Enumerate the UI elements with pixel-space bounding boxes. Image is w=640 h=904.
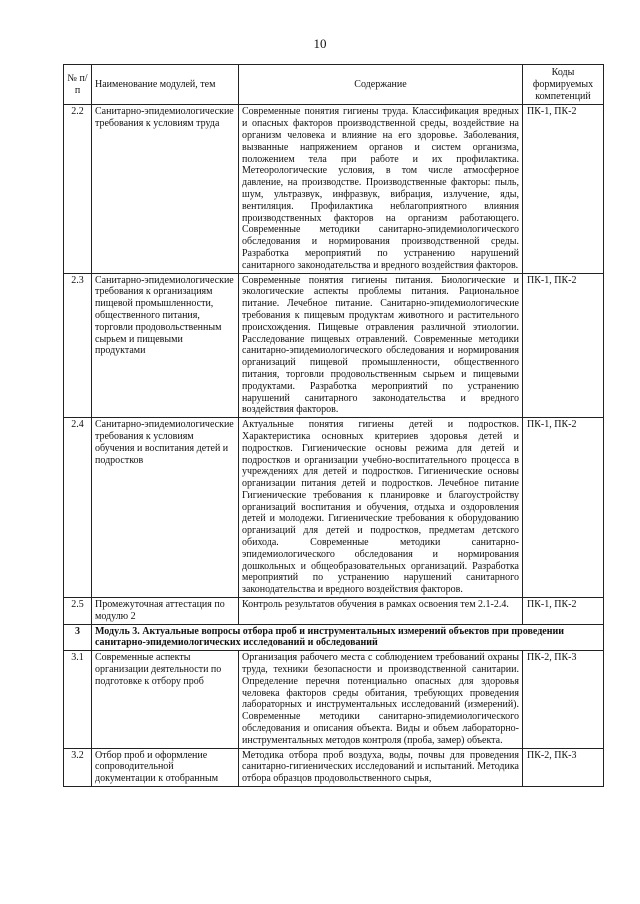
header-name: Наименование модулей, тем (92, 65, 239, 105)
header-num: № п/п (64, 65, 92, 105)
table-row (64, 273, 604, 418)
row-num: 2.5 (64, 598, 92, 625)
module-title: Модуль 3. Актуальные вопросы отбора проб и инструментальных измерений объектов при проведении санитарно-эпидемиологических исследований и обследований (92, 624, 604, 651)
row-name: Санитарно-эпидемиологические требования к условиям обучения и воспитания детей и подростков (92, 418, 239, 598)
module-row (64, 624, 604, 651)
header-content: Содержание (239, 65, 523, 105)
curriculum-table (63, 64, 604, 787)
table-row (64, 651, 604, 748)
module-num: 3 (64, 624, 92, 651)
row-name: Отбор проб и оформление сопроводительной документации к отобранным (92, 748, 239, 786)
row-name: Санитарно-эпидемиологические требования к условиям труда (92, 105, 239, 273)
page-number: 10 (313, 36, 327, 51)
row-num: 2.3 (64, 273, 92, 418)
table-row (64, 418, 604, 598)
table-row (64, 598, 604, 625)
row-num: 3.2 (64, 748, 92, 786)
row-codes: ПК-1, ПК-2 (523, 598, 604, 625)
row-num: 2.4 (64, 418, 92, 598)
row-content: Методика отбора проб воздуха, воды, почвы для проведения санитарно-гигиенических исследований и испытаний. Методика отбора образцов продовольственного сырья, (239, 748, 523, 786)
table-row (64, 748, 604, 786)
row-content: Современные понятия гигиены питания. Биологические и экологические аспекты проблемы питания. Рациональное питание. Лечебное питание. Санитарно-эпидемиологические требования к пищевым продуктам животного и растительного происхождения. Пищевые отравления различной этиологии. Расследование пищевых отравлений. Современные методики санитарно-эпидемиологического обследования и нормирования организаций пищевой промышленности, общественного питания, торговли продовольственным сырьем и пищевыми продуктами. Разработка мероприятий по устранению нарушений санитарного законодательства и вредного воздействия факторов. (239, 273, 523, 418)
row-codes: ПК-2, ПК-3 (523, 651, 604, 748)
row-codes: ПК-2, ПК-3 (523, 748, 604, 786)
row-num: 3.1 (64, 651, 92, 748)
table-row (64, 105, 604, 273)
row-content: Организация рабочего места с соблюдением требований охраны труда, техники безопасности и производственной санитарии. Определение перечня потенциально опасных для здоровья человека факторов среды обитания, требующих проведения лабораторных и инструментальных исследований (измерений). Современные методики санитарно-эпидемиологического обследования и описания объекта. Виды и объем лабораторно-инструментальных методов контроля (проба, замер) объекта. (239, 651, 523, 748)
header-codes: Коды формируемых компетенций (523, 65, 604, 105)
row-name: Санитарно-эпидемиологические требования к организациям пищевой промышленности, общественного питания, торговли продовольственным сырьем и пищевыми продуктами (92, 273, 239, 418)
row-content: Современные понятия гигиены труда. Классификация вредных и опасных факторов производственной среды, воздействие на организм человека и влияние на его здоровье. Заболевания, вызванные напряжением органов и систем организма, положением тела при работе и их профилактика. Метеорологические условия, в том числе атмосферное давление, на производстве. Производственные факторы: пыль, шум, ультразвук, инфразвук, вибрация, излучение, яды, вентиляция. Профилактика неблагоприятного влияния производственных факторов на организм работающего. Современные методики санитарно-эпидемиологического обследования и нормирования производственной среды. Разработка мероприятий по устранению нарушений санитарного законодательства и вредного воздействия факторов. (239, 105, 523, 273)
row-codes: ПК-1, ПК-2 (523, 273, 604, 418)
row-name: Современные аспекты организации деятельности по подготовке к отбору проб (92, 651, 239, 748)
row-content: Актуальные понятия гигиены детей и подростков. Характеристика основных критериев здоровья детей и подростков. Гигиенические основы режима для детей и подростков и организации учебно-воспитательного процесса в учреждениях для детей и подростков. Гигиенические основы организации питания детей и подростков. Лечебное питание Гигиенические требования к планировке и благоустройству организаций воспитания и обучения, отдыха и оздоровления детей и молодежи. Гигиенические требования к оборудованию организаций для детей и подростков, предметам детского обихода. Современные методики санитарно-эпидемиологического обследования и нормирования дошкольных и общеобразовательных организаций. Разработка мероприятий по устранению нарушений санитарного законодательства и вредного воздействия факторов. (239, 418, 523, 598)
table-header-row (64, 65, 604, 105)
row-content: Контроль результатов обучения в рамках освоения тем 2.1-2.4. (239, 598, 523, 625)
row-codes: ПК-1, ПК-2 (523, 418, 604, 598)
row-codes: ПК-1, ПК-2 (523, 105, 604, 273)
row-name: Промежуточная аттестация по модулю 2 (92, 598, 239, 625)
row-num: 2.2 (64, 105, 92, 273)
